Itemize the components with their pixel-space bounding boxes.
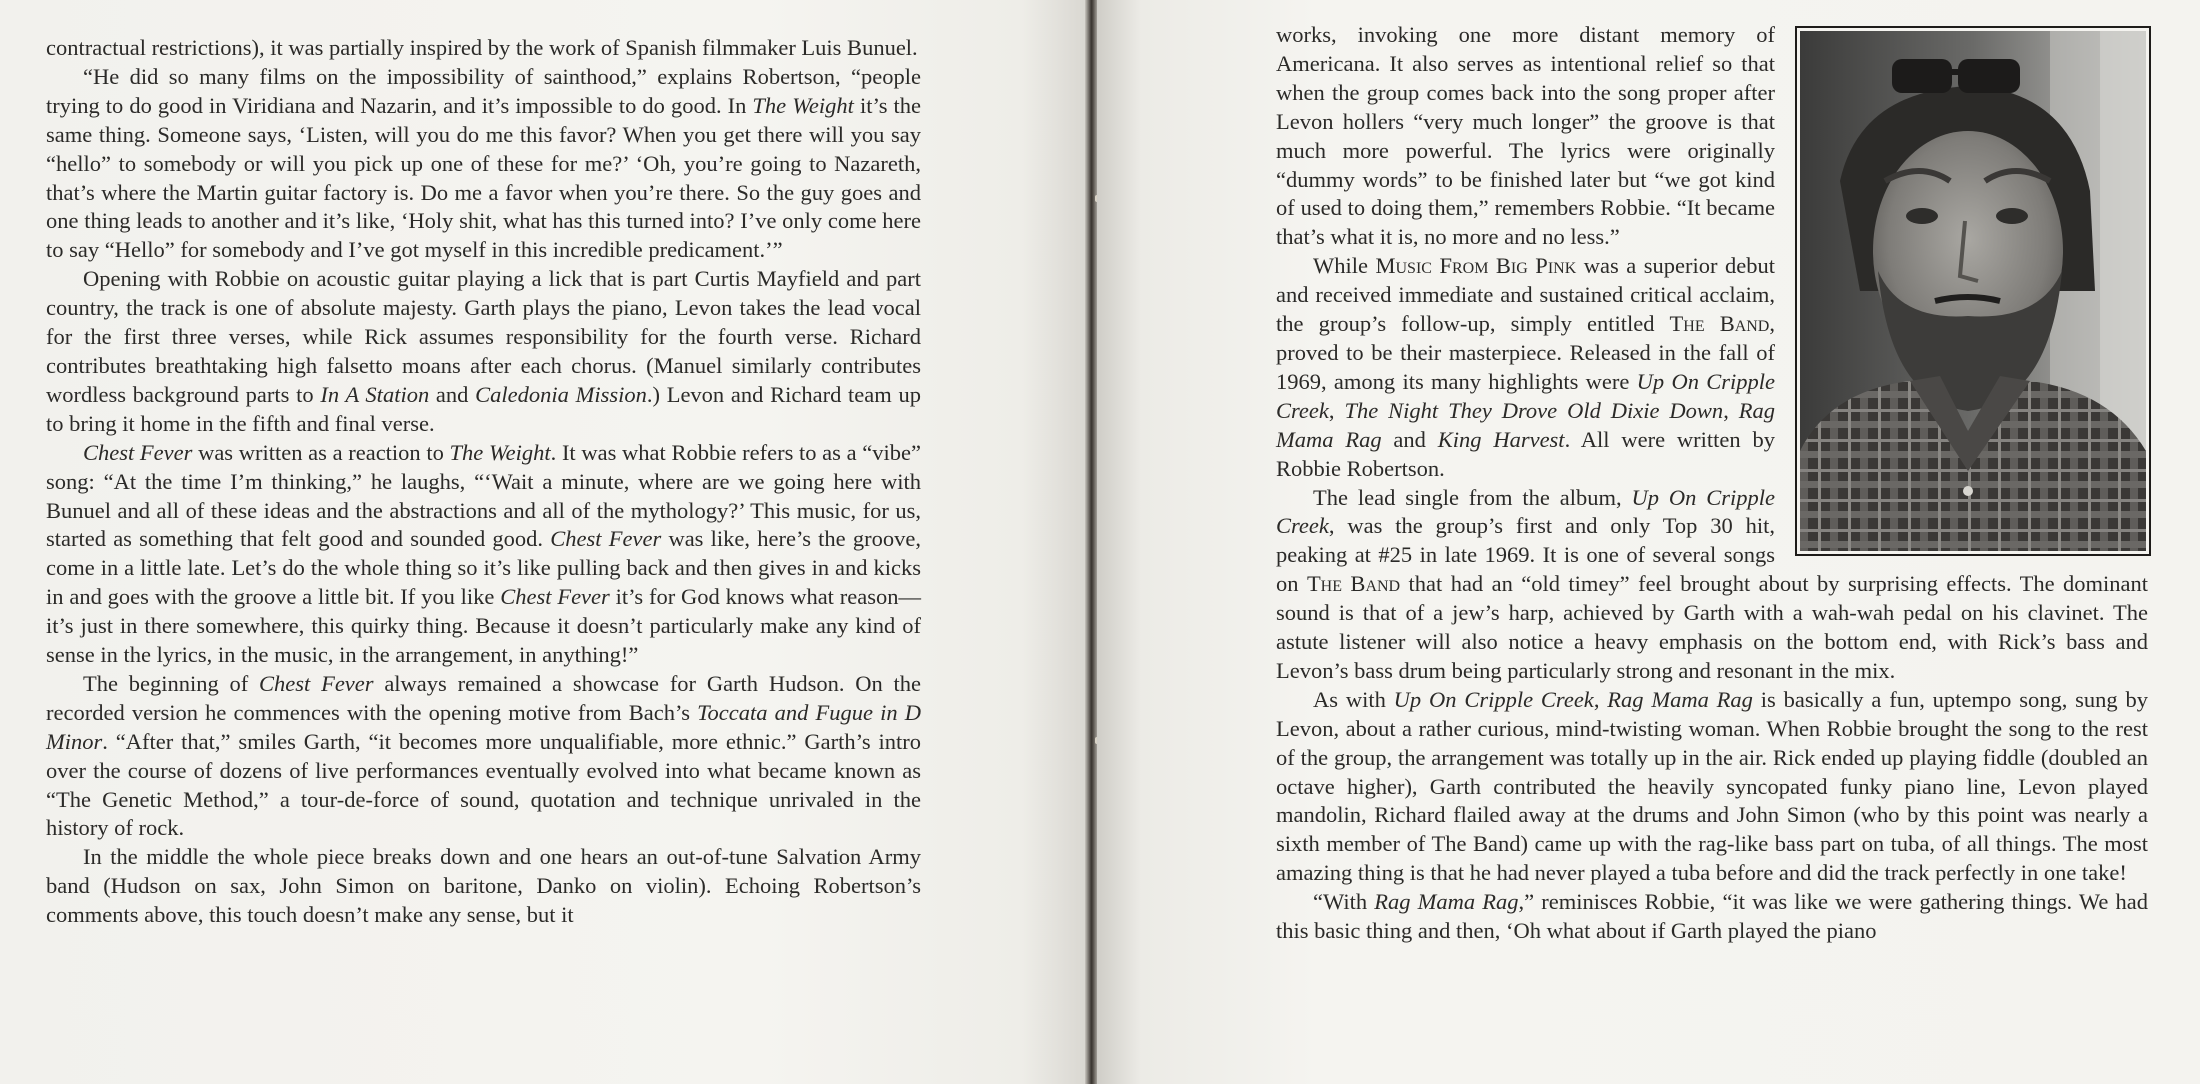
text-run: , proved to be their masterpiece. Released in the fall of 1969, among its many highlights were (1276, 311, 1775, 394)
text-run: “He did so many films on the impossibility of sainthood,” explains Robertson, “people trying to do good in Viridiana and Nazarin, and it’s impossible to do good. In (46, 63, 921, 118)
text-run: that had an “old timey” feel brought about by surprising effects. The dominant sound is that of a jew’s harp, achieved by Garth with a wah-wah pedal on his clavinet. The astute listener will also notice a heavy emphasis on the bottom end, with Rick’s bass and Levon’s bass drum being particularly strong and resonant in the mix. (1276, 571, 2148, 683)
italic-title: Caledonia Mission (475, 381, 647, 407)
italic-title: Toccata and Fugue in D Minor (46, 699, 921, 754)
text-run: , (1328, 397, 1345, 423)
small-caps-title: The Band (1306, 571, 1401, 597)
text-run: , (1723, 397, 1739, 423)
italic-title: Up On Cripple Creek (1276, 484, 1776, 539)
text-run: was written as a reaction to (192, 439, 450, 465)
small-caps-title: The Band (1669, 311, 1770, 337)
left-page (0, 0, 1087, 1084)
text-run: works, invoking one more distant memory of Americana. It also serves as intentional relief so that when the group comes back into the song proper after Levon hollers “very much longer” the groove is that much more powerful. The lyrics were originally “dummy words” to be finished later but “we got kind of used to doing them,” remembers Robbie. “It became that’s what it is, no more and no less.” (1276, 22, 1775, 250)
italic-title: King Harvest (1437, 426, 1565, 452)
paragraph (46, 670, 921, 843)
text-run: always remained a showcase for Garth Hudson. On the recorded version he commences with the opening motive from Bach’s (46, 670, 921, 725)
italic-title: The Weight (752, 92, 854, 118)
portrait-photo-frame (1795, 26, 2151, 556)
portrait-image (1800, 31, 2146, 551)
italic-title: Chest Fever (550, 526, 662, 552)
italic-title: The Night They Drove Old Dixie Down (1344, 397, 1724, 423)
text-run: . “After that,” smiles Garth, “it becomes more unqualifiable, more ethnic.” Garth’s intro over the course of dozens of live performances eventually evolved into what became known as “The Genetic Method,” a tour-de-force of sound, quotation and technique unrivaled in the history of rock. (46, 728, 921, 841)
text-run: and (429, 381, 476, 407)
text-run: it’s for God knows what reason—it’s just in there somewhere, this quirky thing. Because it doesn’t particularly make any kind of sense in the lyrics, in the music, in the arrangement, in anything!” (46, 584, 921, 668)
left-page-text (46, 34, 921, 930)
italic-title: Up On Cripple Creek (1276, 368, 1775, 423)
paragraph (1276, 686, 2148, 888)
right-page-text (1276, 21, 2148, 946)
text-run: “With (1313, 889, 1375, 915)
text-run: . All were written by Robbie Robertson. (1276, 426, 1775, 481)
text-run: ,” reminisces Robbie, “it was like we were gathering things. We had this basic thing and then, ‘Oh what about if Garth played the piano (1276, 889, 2148, 944)
italic-title: The Weight (449, 439, 551, 465)
text-run: The beginning of (83, 670, 260, 696)
italic-title: Chest Fever (259, 670, 374, 696)
text-run: was a superior debut and received immediate and sustained critical acclaim, the group’s follow-up, simply entitled (1276, 253, 1775, 337)
italic-title: Up On Cripple Creek (1393, 686, 1594, 712)
text-run: . It was what Robbie refers to as a “vibe” song: “At the time I’m thinking,” he laughs, “‘Wait a minute, where are we going here with Bunuel and all of these ideas and the abstractions and all of the mythology?’ This music, for us, started as something that felt good and sounded good. (46, 439, 921, 552)
text-run: In the middle the whole piece breaks down and one hears an out-of-tune Salvation Army band (Hudson on sax, John Simon on baritone, Danko on violin). Echoing Robertson’s comments above, this touch doesn’t make any sense, but it (46, 844, 921, 928)
text-run: .) Levon and Richard team up to bring it home in the fifth and final verse. (46, 381, 921, 436)
paragraph (46, 843, 921, 930)
right-page (1097, 0, 2200, 1084)
small-caps-title: Music From Big Pink (1375, 253, 1577, 279)
text-run: it’s the same thing. Someone says, ‘Listen, will you do me this favor? When you get there will you say “hello” to somebody or will you pick up one of these for me?’ ‘Oh, you’re going to Nazareth, that’s where the Martin guitar factory is. Do me a favor when you’re there. So the guy goes and one thing leads to another and it’s like, ‘Holy shit, what has this turned into? I’ve only come here to say “Hello” for somebody and I’ve got myself in this incredible predicament.’” (46, 92, 921, 263)
italic-title: Rag Mama Rag (1607, 686, 1753, 712)
text-run: As with (1313, 686, 1394, 712)
paragraph (46, 265, 921, 438)
text-run: contractual restrictions), it was partially inspired by the work of Spanish filmmaker Luis Bunuel. (46, 35, 918, 60)
text-run: While (1313, 253, 1376, 279)
text-run: and (1381, 426, 1438, 452)
italic-title: Rag Mama Rag (1374, 889, 1519, 915)
text-run: , was the group’s first and only Top 30 hit, peaking at #25 in late 1969. It is one of several songs on (1276, 513, 1775, 597)
text-run: , (1593, 686, 1608, 712)
text-run: is basically a fun, uptempo song, sung by Levon, about a rather curious, mind-twisting woman. When Robbie brought the song to the rest of the group, the arrangement was totally up in the air. Rick ended up playing fiddle (doubled an octave higher), Garth contributed the heavily syncopated funky piano line, Levon played mandolin, Richard flailed away at the drums and John Simon (who by this point was nearly a sixth member of The Band) came up with the rag-like bass part on tuba, of all things. The most amazing thing is that he had never played a tuba before and did the track perfectly in one take! (1276, 686, 2149, 886)
paragraph (1276, 888, 2148, 946)
portrait-photo (1800, 31, 2146, 551)
italic-title: Chest Fever (83, 439, 193, 465)
paragraph (46, 439, 921, 670)
text-run: was like, here’s the groove, come in a little late. Let’s do the whole thing so it’s like pulling back and then gives in and kicks in and goes with the groove a little bit. If you like (46, 526, 921, 610)
text-run: Opening with Robbie on acoustic guitar playing a lick that is part Curtis Mayfield and part country, the track is one of absolute majesty. Garth plays the piano, Levon takes the lead vocal for the first three verses, while Rick assumes responsibility for the fourth verse. Richard contributes breathtaking high falsetto moans after each chorus. (Manuel similarly contributes wordless background parts to (46, 266, 921, 407)
italic-title: In A Station (320, 381, 430, 407)
italic-title: Rag Mama Rag (1276, 397, 1775, 452)
italic-title: Chest Fever (500, 584, 610, 610)
paragraph (46, 34, 921, 63)
paragraph (46, 63, 921, 265)
text-run: The lead single from the album, (1313, 484, 1632, 510)
